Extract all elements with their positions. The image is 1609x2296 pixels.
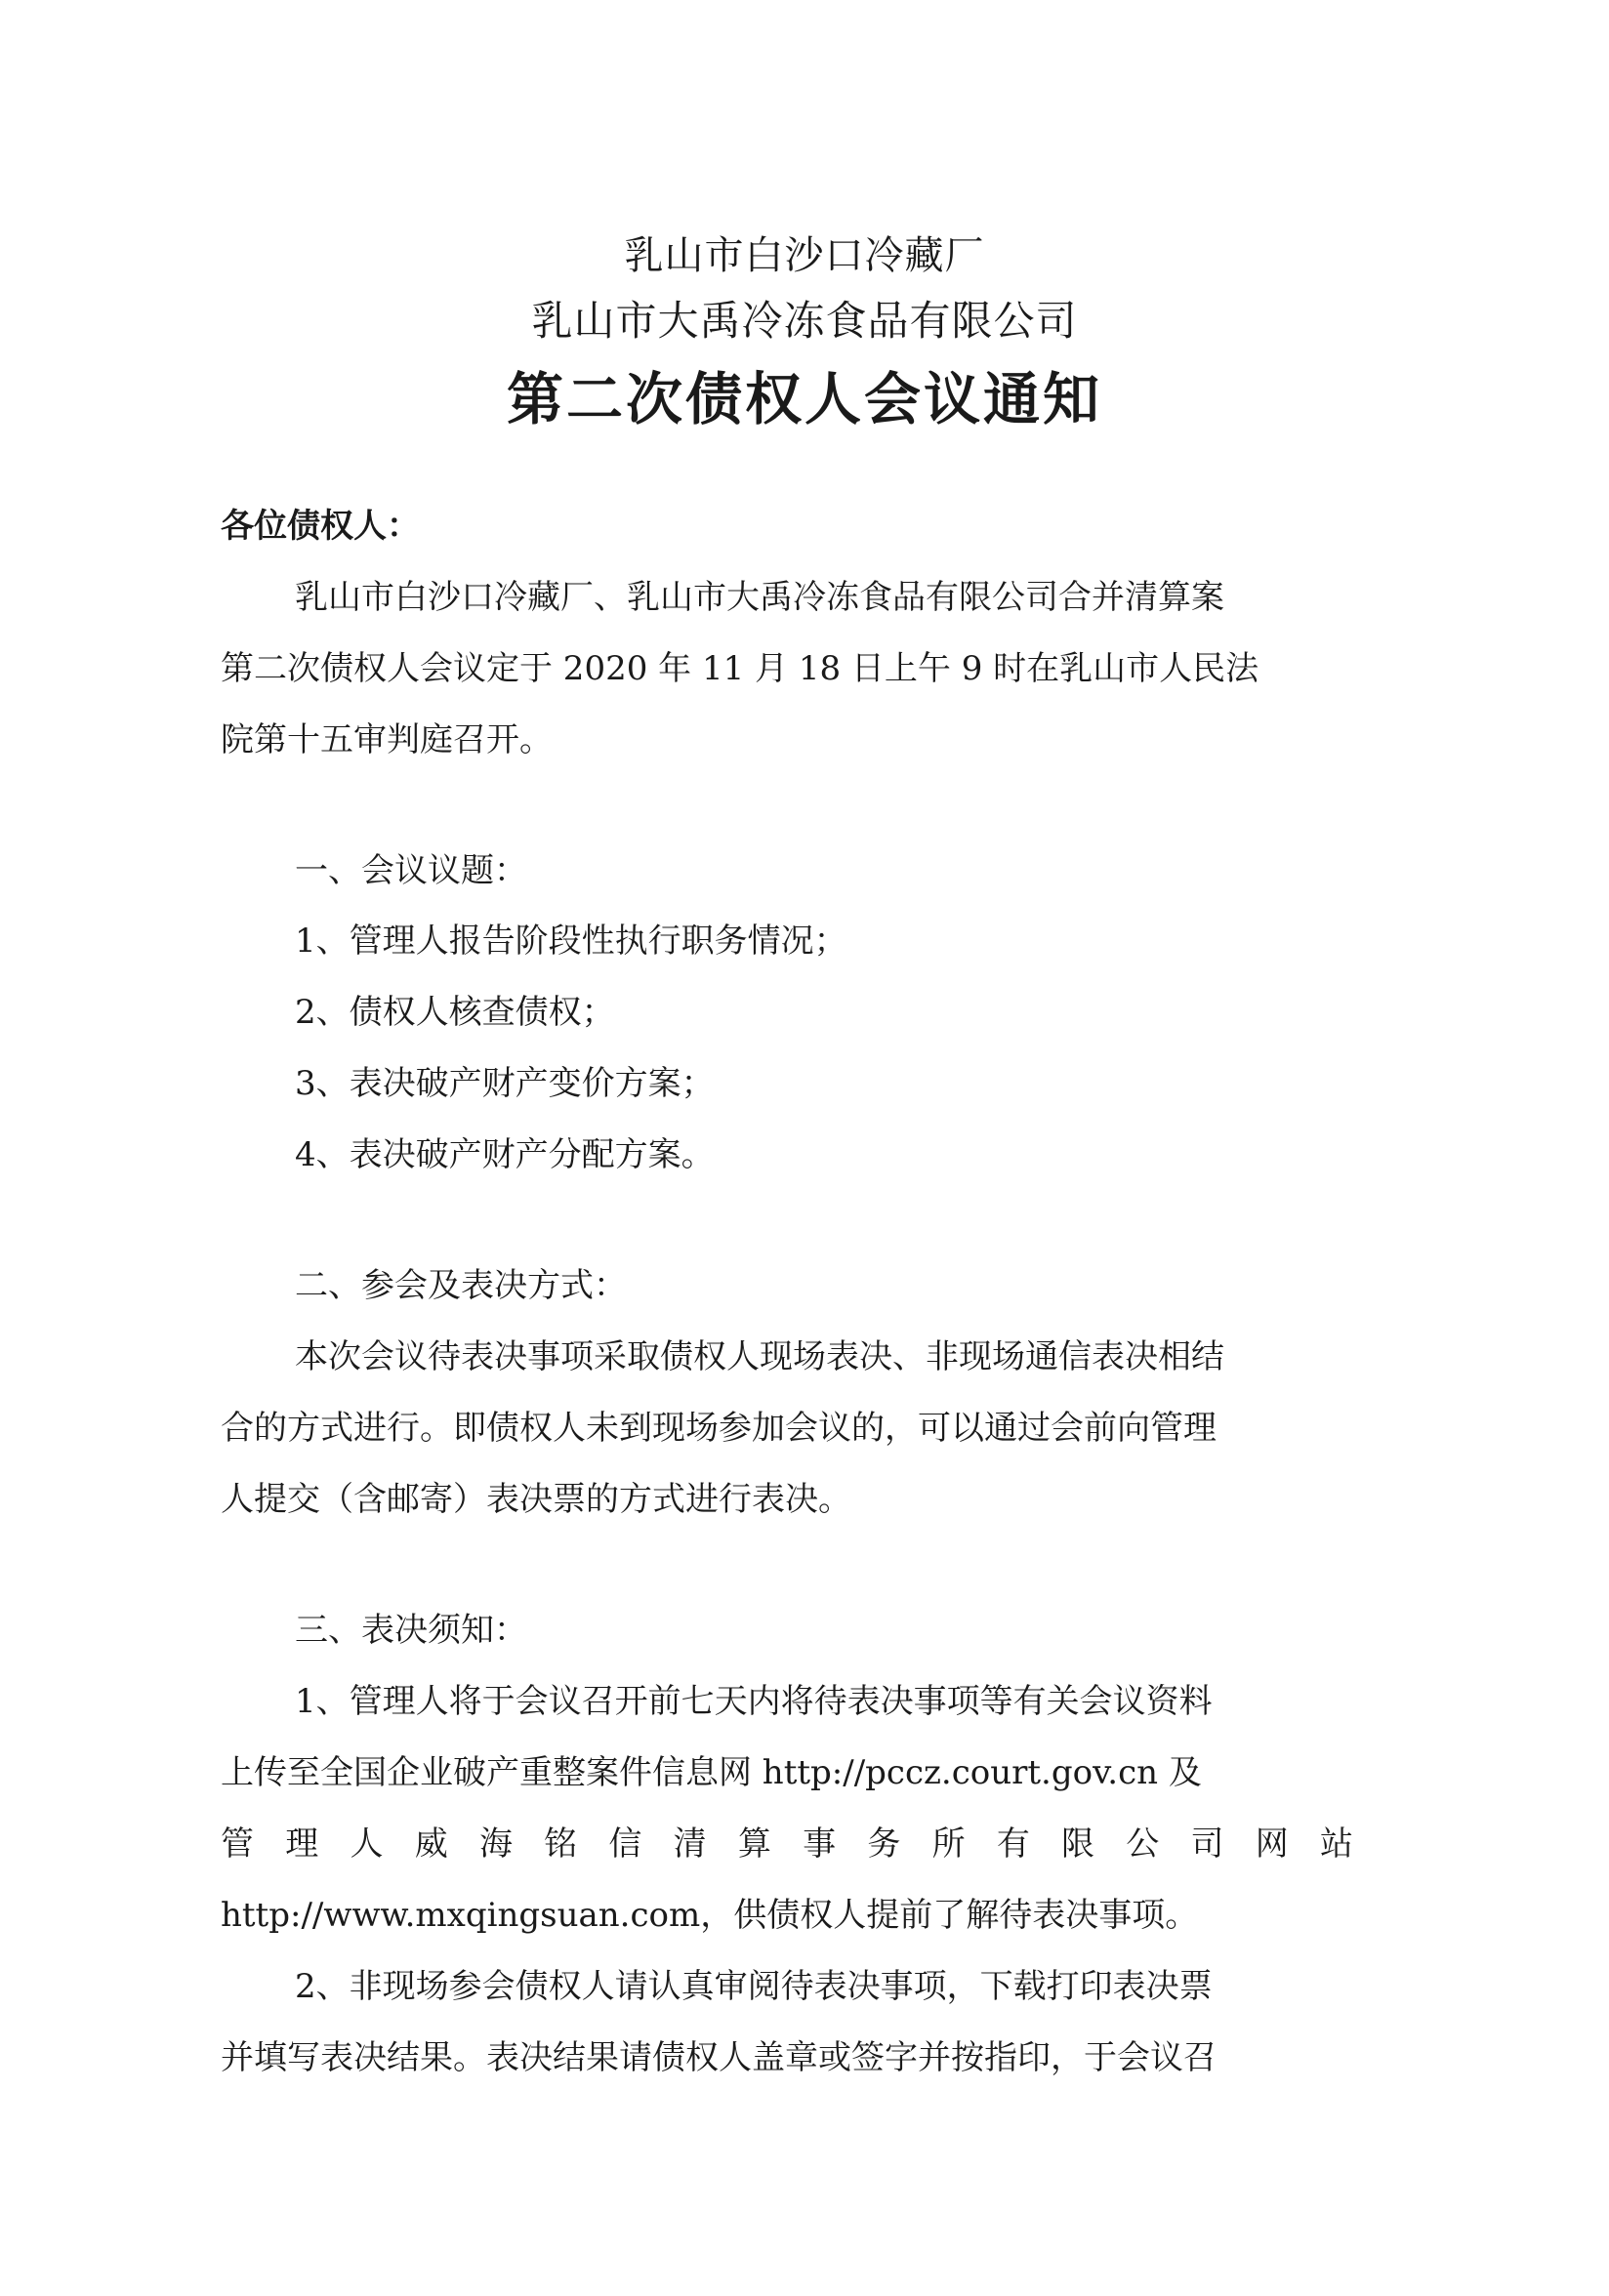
title-company-2: 乳山市大禹冷冻食品有限公司 (531, 297, 1078, 345)
section-heading-agenda: 一、会议议题： (295, 851, 527, 890)
voting-method-line: 本次会议待表决事项采取债权人现场表决、非现场通信表决相结 (295, 1337, 1224, 1376)
voting-notes-line: 管 理 人 威 海 铭 信 清 算 事 务 所 有 限 公 司 网 站 (221, 1824, 1353, 1864)
voting-notes-line: 2、非现场参会债权人请认真审阅待表决事项，下载打印表决票 (295, 1967, 1213, 2006)
agenda-item: 1、管理人报告阶段性执行职务情况； (295, 922, 847, 961)
section-heading-voting-notes: 三、表决须知： (295, 1611, 527, 1650)
agenda-item: 2、债权人核查债权； (295, 993, 615, 1032)
voting-method-line: 人提交（含邮寄）表决票的方式进行表决。 (221, 1480, 851, 1519)
agenda-item: 3、表决破产财产变价方案； (295, 1064, 715, 1103)
intro-line: 乳山市白沙口冷藏厂、乳山市大禹冷冻食品有限公司合并清算案 (295, 578, 1224, 617)
intro-line: 院第十五审判庭召开。 (221, 720, 553, 759)
title-company-1: 乳山市白沙口冷藏厂 (624, 233, 985, 278)
voting-notes-line: 并填写表决结果。表决结果请债权人盖章或签字并按指印，于会议召 (221, 2038, 1217, 2077)
salutation: 各位债权人： (221, 507, 420, 546)
agenda-item: 4、表决破产财产分配方案。 (295, 1135, 715, 1174)
section-heading-voting-method: 二、参会及表决方式： (295, 1266, 627, 1305)
voting-notes-line: 1、管理人将于会议召开前七天内将待表决事项等有关会议资料 (295, 1682, 1213, 1721)
voting-method-line: 合的方式进行。即债权人未到现场参加会议的，可以通过会前向管理 (221, 1409, 1217, 1448)
document-title: 第二次债权人会议通知 (506, 366, 1102, 432)
intro-line: 第二次债权人会议定于 2020 年 11 月 18 日上午 9 时在乳山市人民法 (221, 649, 1259, 688)
voting-notes-line: 上传至全国企业破产重整案件信息网 http://pccz.court.gov.cn 及 (221, 1753, 1202, 1792)
voting-notes-line: http://www.mxqingsuan.com，供债权人提前了解待表决事项。 (221, 1896, 1199, 1935)
